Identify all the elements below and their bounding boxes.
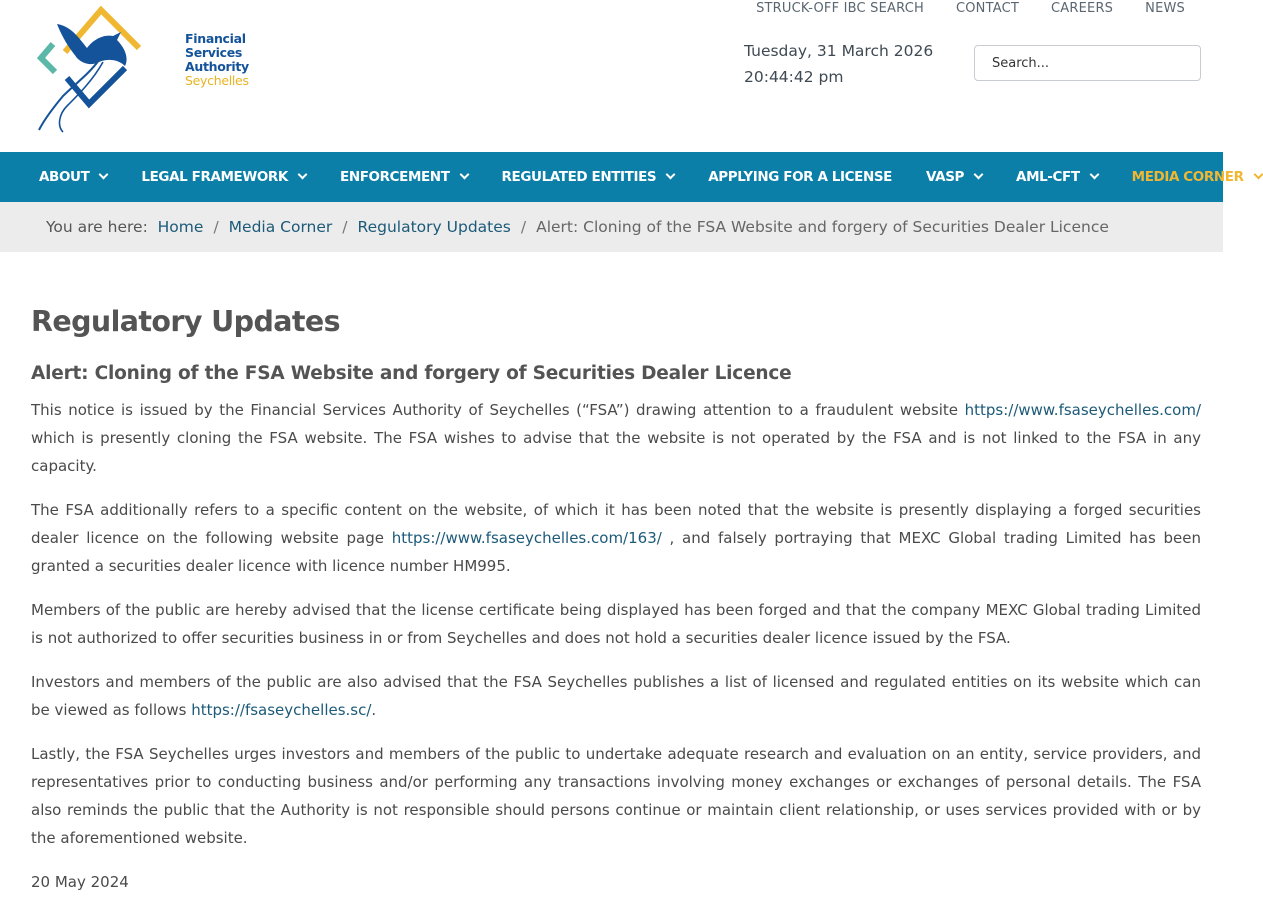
nav-item-aml-cft[interactable] bbox=[1016, 169, 1098, 185]
paragraph-text: which is presently cloning the FSA website. The FSA wishes to advise that the website is not operated by the FSA and is not linked to the FSA in any capacity. bbox=[31, 429, 1201, 475]
page-title: Regulatory Updates bbox=[31, 305, 341, 338]
nav-item-label: REGULATED ENTITIES bbox=[501, 169, 657, 185]
top-link-careers[interactable]: CAREERS bbox=[1051, 1, 1114, 16]
forged-licence-page-link[interactable]: https://www.fsaseychelles.com/163/ bbox=[391, 529, 662, 547]
chevron-down-icon bbox=[1089, 170, 1099, 180]
main-content bbox=[31, 300, 1201, 896]
nav-item-label: APPLYING FOR A LICENSE bbox=[708, 169, 893, 185]
paragraph-3: Members of the public are hereby advised that the license certificate being displayed has been forged and that the company MEXC Global trading Limited is not authorized to offer securities business in or from Seychelles and does not hold a securities dealer licence issued by the FSA. bbox=[31, 601, 1201, 647]
chevron-down-icon bbox=[1253, 170, 1263, 180]
chevron-down-icon bbox=[974, 170, 984, 180]
nav-item-media-corner[interactable] bbox=[1132, 169, 1262, 185]
logo-line: Services bbox=[185, 45, 243, 60]
paragraph-1 bbox=[31, 396, 1201, 480]
site-header bbox=[0, 0, 1223, 152]
top-link-contact[interactable]: CONTACT bbox=[955, 1, 1020, 16]
breadcrumb-link-media-corner[interactable]: Media Corner bbox=[228, 218, 333, 236]
logo-wordmark bbox=[185, 32, 249, 88]
logo-line: Financial bbox=[185, 31, 246, 46]
breadcrumb-separator: / bbox=[342, 218, 348, 236]
date-time bbox=[744, 38, 933, 90]
breadcrumb bbox=[0, 202, 1223, 252]
fsa-logo[interactable] bbox=[33, 4, 249, 136]
paragraph-text: This notice is issued by the Financial Services Authority of Seychelles (“FSA”) drawing attention to a fraudulent website bbox=[31, 401, 965, 419]
breadcrumb-prefix: You are here: bbox=[46, 218, 148, 236]
chevron-down-icon bbox=[298, 170, 308, 180]
paragraph-4 bbox=[31, 668, 1201, 724]
logo-line: Seychelles bbox=[185, 73, 249, 88]
nav-item-about[interactable] bbox=[39, 169, 107, 185]
nav-item-label: VASP bbox=[926, 169, 965, 185]
paragraph-text: The FSA additionally refers to a specific content on the website, of which it has been noted that the website is presently displaying a forged securities dealer licence on the following website page bbox=[31, 501, 1201, 547]
chevron-down-icon bbox=[459, 170, 469, 180]
breadcrumb-link-home[interactable]: Home bbox=[157, 218, 204, 236]
article-title: Alert: Cloning of the FSA Website and forgery of Securities Dealer Licence bbox=[31, 363, 792, 384]
nav-item-label: LEGAL FRAMEWORK bbox=[141, 169, 288, 185]
paragraph-text: Investors and members of the public are also advised that the FSA Seychelles publishes a list of licensed and regulated entities on its website which can be viewed as follows bbox=[31, 673, 1201, 719]
nav-item-legal-framework[interactable] bbox=[141, 169, 306, 185]
breadcrumb-current: Alert: Cloning of the FSA Website and forgery of Securities Dealer Licence bbox=[536, 218, 1109, 236]
breadcrumb-separator: / bbox=[213, 218, 219, 236]
top-link-news[interactable]: NEWS bbox=[1145, 1, 1185, 16]
nav-item-vasp[interactable] bbox=[926, 169, 982, 185]
top-link-struck-off-ibc-search[interactable]: STRUCK-OFF IBC SEARCH bbox=[756, 1, 924, 16]
nav-item-label: AML-CFT bbox=[1016, 169, 1080, 185]
top-links bbox=[756, 1, 1185, 16]
nav-item-label: MEDIA CORNER bbox=[1131, 169, 1244, 185]
paragraph-2 bbox=[31, 496, 1201, 580]
paragraph-5: Lastly, the FSA Seychelles urges investors and members of the public to undertake adequate research and evaluation on an entity, service providers, and representatives prior to conducting business and/or performing any transactions involving money exchanges or exchanges of personal details. The FSA also reminds the public that the Authority is not responsible should persons continue or maintain client relationship, or uses services provided with or by the aforementioned website. bbox=[31, 745, 1201, 847]
nav-item-regulated-entities[interactable] bbox=[502, 169, 675, 185]
nav-item-applying-for-a-license[interactable] bbox=[708, 169, 892, 185]
breadcrumb-link-regulatory-updates[interactable]: Regulatory Updates bbox=[357, 218, 511, 236]
fsa-official-site-link[interactable]: https://fsaseychelles.sc/ bbox=[191, 701, 372, 719]
chevron-down-icon bbox=[666, 170, 676, 180]
paragraph-text: . bbox=[371, 701, 377, 719]
fraud-website-link[interactable]: https://www.fsaseychelles.com/ bbox=[964, 401, 1201, 419]
nav-item-enforcement[interactable] bbox=[340, 169, 468, 185]
current-date: Tuesday, 31 March 2026 bbox=[744, 42, 934, 60]
main-nav bbox=[0, 152, 1244, 202]
search-input[interactable] bbox=[974, 45, 1201, 81]
paragraph-text: , and falsely portraying that MEXC Global trading Limited has been granted a securities dealer licence with licence number HM995. bbox=[31, 529, 1202, 575]
breadcrumb-separator: / bbox=[520, 218, 527, 236]
current-time: 20:44:42 pm bbox=[744, 68, 844, 86]
nav-item-label: ABOUT bbox=[39, 169, 90, 185]
chevron-down-icon bbox=[99, 170, 109, 180]
publish-date: 20 May 2024 bbox=[31, 873, 129, 891]
nav-item-label: ENFORCEMENT bbox=[340, 169, 450, 185]
logo-line: Authority bbox=[185, 59, 249, 74]
